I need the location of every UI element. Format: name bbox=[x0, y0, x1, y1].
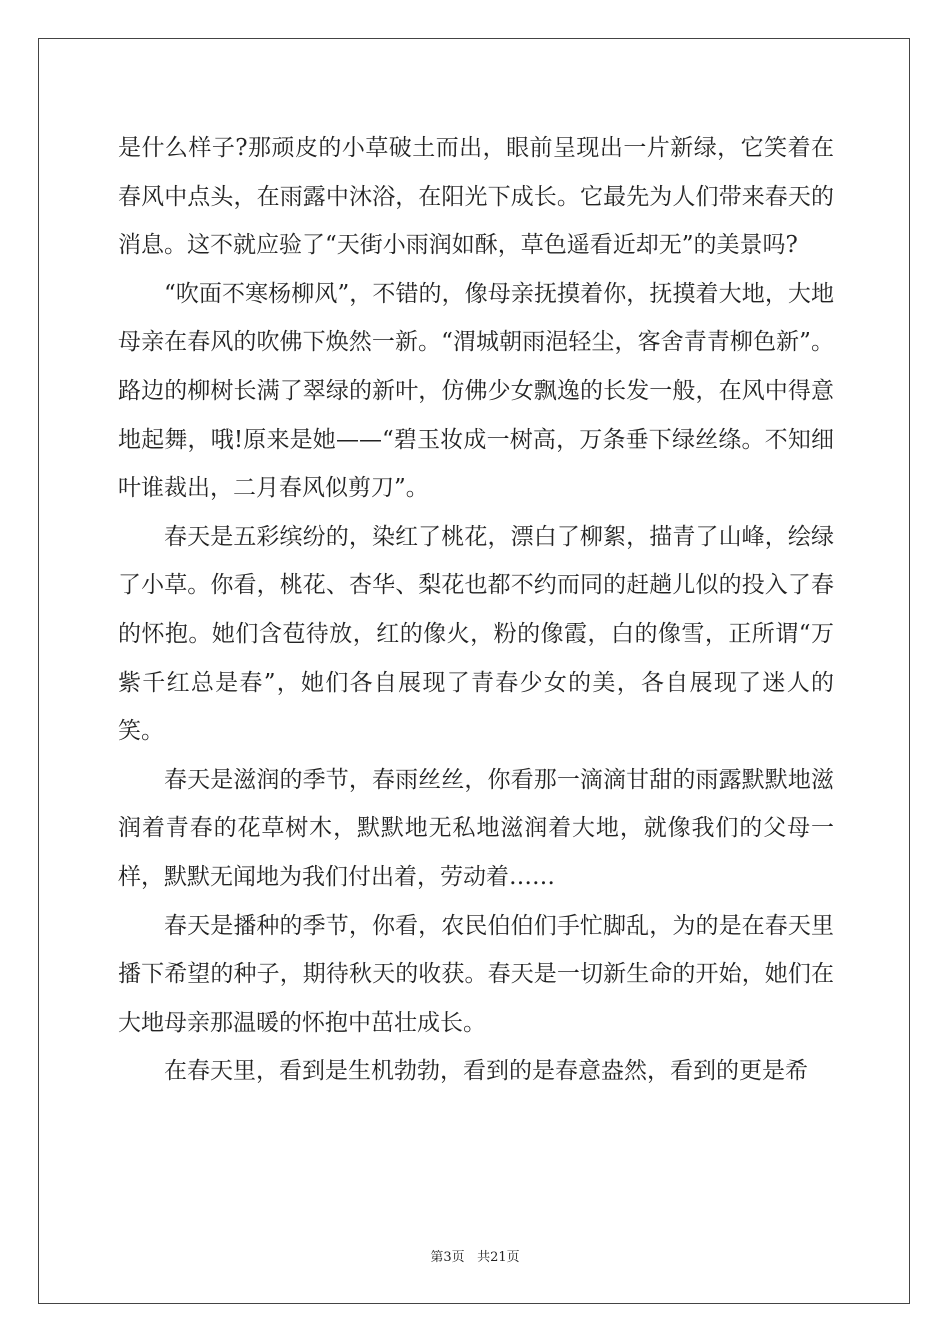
paragraph-3: 春天是五彩缤纷的，染红了桃花，漂白了柳絮，描青了山峰，绘绿了小草。你看，桃花、杏华、梨花也都不约而同的赶趟儿似的投入了春的怀抱。她们含苞待放，红的像火，粉的像霞，白的像雪，正所谓“万紫千红总是春”，她们各自展现了青春少女的美，各自展现了迷人的笑。 bbox=[118, 523, 834, 745]
paragraph-6: 在春天里，看到是生机勃勃，看到的是春意盎然，看到的更是希 bbox=[164, 1058, 808, 1085]
paragraph-2: “吹面不寒杨柳风”，不错的，像母亲抚摸着你，抚摸着大地，大地母亲在春风的吹佛下焕然一新。“渭城朝雨浥轻尘，客舍青青柳色新”。路边的柳树长满了翠绿的新叶，仿佛少女飘逸的长发一般，在风中得意地起舞，哦!原来是她——“碧玉妆成一树高，万条垂下绿丝绦。不知细叶谁裁出，二月春风似剪刀”。 bbox=[118, 280, 834, 502]
paragraph-5: 春天是播种的季节，你看，农民伯伯们手忙脚乱，为的是在春天里播下希望的种子，期待秋天的收获。春天是一切新生命的开始，她们在大地母亲那温暖的怀抱中茁壮成长。 bbox=[118, 912, 834, 1036]
page-footer bbox=[0, 1246, 950, 1265]
page-number: 第3页 bbox=[430, 1250, 465, 1265]
footer-spacer bbox=[465, 1250, 477, 1265]
paragraph-1: 是什么样子?那顽皮的小草破土而出，眼前呈现出一片新绿，它笑着在春风中点头，在雨露中沐浴，在阳光下成长。它最先为人们带来春天的消息。这不就应验了“天街小雨润如酥，草色遥看近却无”的美景吗? bbox=[118, 135, 834, 259]
document-body bbox=[118, 124, 834, 1096]
paragraph-4: 春天是滋润的季节，春雨丝丝，你看那一滴滴甘甜的雨露默默地滋润着青春的花草树木，默默地无私地滋润着大地，就像我们的父母一样，默默无闻地为我们付出着，劳动着…… bbox=[118, 766, 834, 890]
page-total: 共21页 bbox=[477, 1250, 520, 1265]
